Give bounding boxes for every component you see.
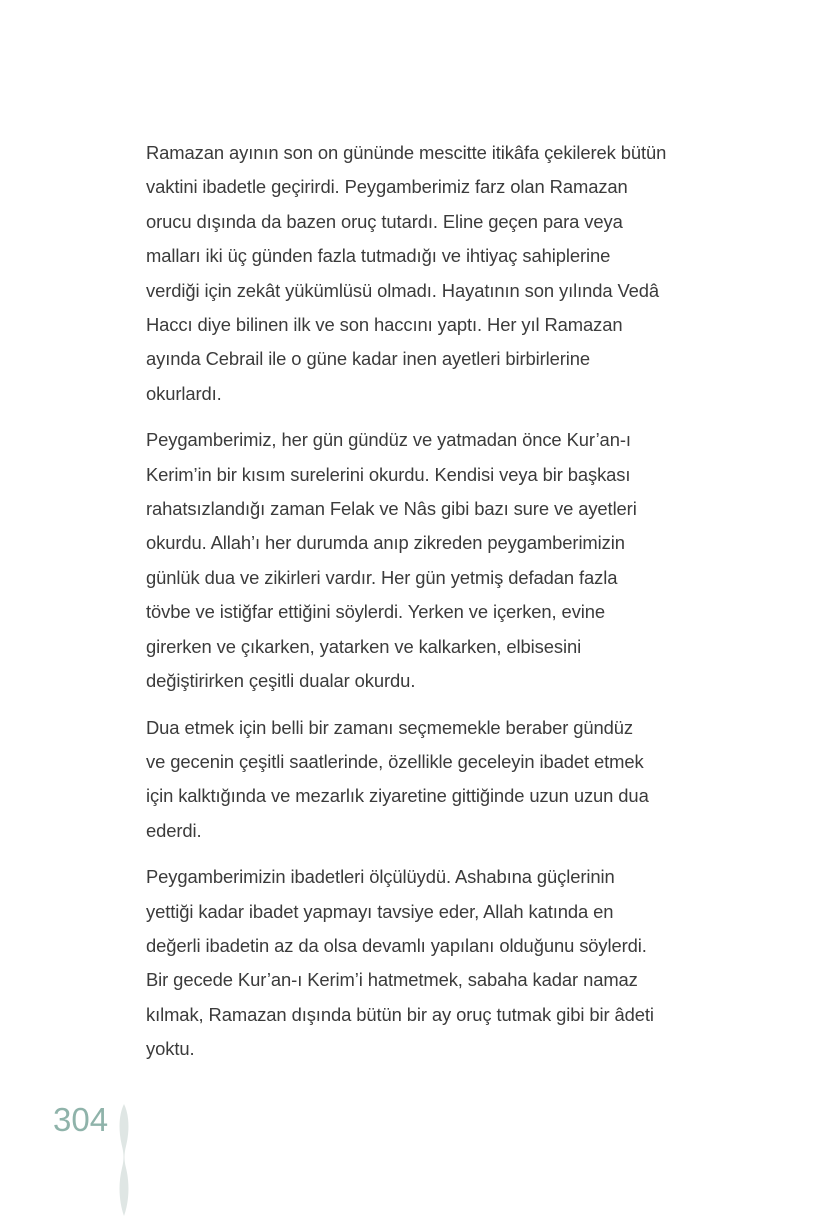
- text-line: orucu dışında da bazen oruç tutardı. Eline geçen para veya: [146, 210, 623, 232]
- text-line: için kalktığında ve mezarlık ziyaretine gittiğinde uzun uzun dua: [146, 785, 649, 807]
- paragraph-2: [146, 423, 698, 698]
- ornament-shape: [120, 1104, 129, 1216]
- text-line: tövbe ve istiğfar ettiğini söylerdi. Yerken ve içerken, evine: [146, 601, 606, 623]
- text-line: rahatsızlandığı zaman Felak ve Nâs gibi bazı sure ve ayetleri: [146, 498, 637, 520]
- text-line: kılmak, Ramazan dışında bütün bir ay oruç tutmak gibi bir âdeti: [146, 1003, 654, 1025]
- text-line: vaktini ibadetle geçirirdi. Peygamberimiz farz olan Ramazan: [146, 176, 628, 198]
- text-line: Bir gecede Kur’an-ı Kerim’i hatmetmek, sabaha kadar namaz: [146, 969, 638, 991]
- text-line: okurlardı.: [146, 382, 222, 404]
- text-line: ayında Cebrail ile o güne kadar inen ayetleri birbirlerine: [146, 348, 591, 370]
- text-line: verdiği için zekât yükümlüsü olmadı. Hayatının son yılında Vedâ: [146, 279, 660, 301]
- text-line: Peygamberimiz, her gün gündüz ve yatmadan önce Kur’an-ı: [146, 429, 631, 451]
- page-ornament-icon: [110, 1100, 138, 1217]
- text-line: yettiği kadar ibadet yapmayı tavsiye eder, Allah katında en: [146, 900, 614, 922]
- body-text: [146, 136, 698, 1079]
- text-line: Kerim’in bir kısım surelerini okurdu. Kendisi veya bir başkası: [146, 463, 631, 485]
- text-line: ederdi.: [146, 819, 202, 841]
- text-line: okurdu. Allah’ı her durumda anıp zikreden peygamberimizin: [146, 532, 625, 554]
- page-number: 304: [53, 1101, 109, 1138]
- text-line: malları iki üç günden fazla tutmadığı ve ihtiyaç sahiplerine: [146, 245, 611, 267]
- text-line: Haccı diye bilinen ilk ve son haccını yaptı. Her yıl Ramazan: [146, 314, 623, 336]
- text-line: Dua etmek için belli bir zamanı seçmemekle beraber gündüz: [146, 716, 633, 738]
- text-line: Ramazan ayının son on gününde mescitte itikâfa çekilerek bütün: [146, 142, 667, 163]
- text-line: değerli ibadetin az da olsa devamlı yapılanı olduğunu söylerdi.: [146, 934, 647, 956]
- text-line: girerken ve çıkarken, yatarken ve kalkarken, elbisesini: [146, 635, 582, 657]
- text-line: günlük dua ve zikirleri vardır. Her gün yetmiş defadan fazla: [146, 566, 618, 588]
- paragraph-1: [146, 136, 698, 411]
- text-line: ve gecenin çeşitli saatlerinde, özellikle geceleyin ibadet etmek: [146, 750, 644, 772]
- text-line: yoktu.: [146, 1038, 195, 1060]
- text-line: değiştirirken çeşitli dualar okurdu.: [146, 670, 416, 692]
- paragraph-3: [146, 711, 698, 849]
- paragraph-4: [146, 860, 698, 1066]
- text-line: Peygamberimizin ibadetleri ölçülüydü. Ashabına güçlerinin: [146, 866, 615, 888]
